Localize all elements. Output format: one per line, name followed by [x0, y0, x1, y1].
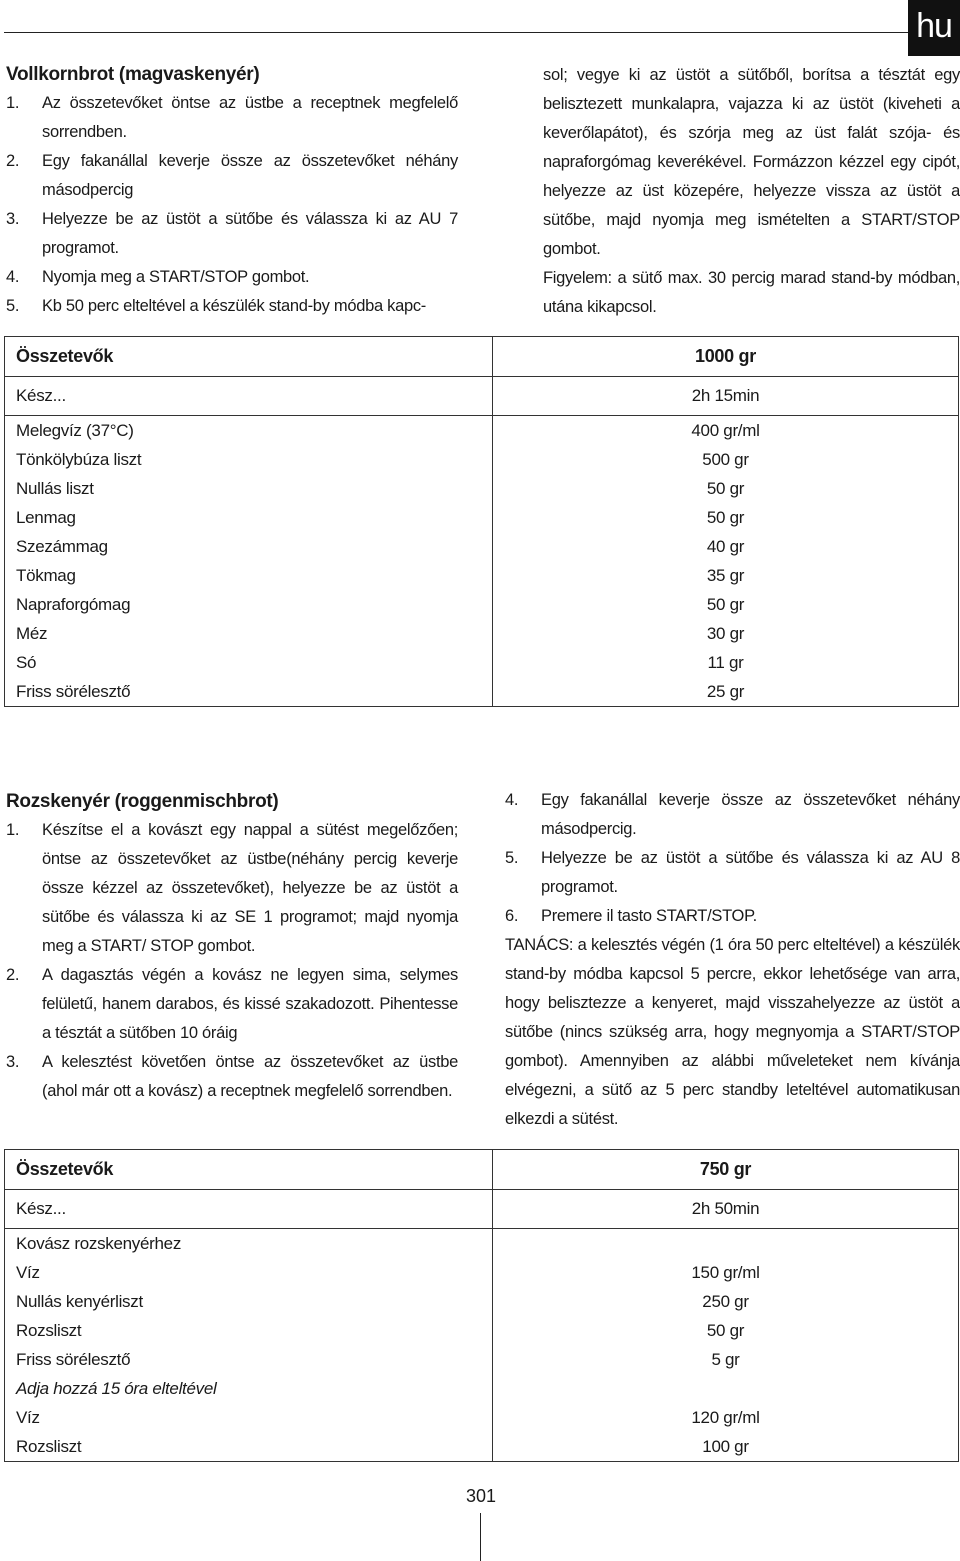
- recipe2-title: Rozskenyér (roggenmischbrot): [6, 791, 279, 812]
- recipe1-title: Vollkornbrot (magvaskenyér): [6, 64, 260, 85]
- table-ingredient-list: [5, 1229, 959, 1462]
- recipe1-step: 4. Nyomja meg a START/STOP gombot.: [6, 268, 310, 286]
- ingredient-name: Kovász rozskenyérhez: [16, 1234, 182, 1253]
- ingredient-name: Só: [16, 653, 37, 672]
- ingredient-name: Nullás kenyérliszt: [16, 1292, 143, 1311]
- ingredient-name: Melegvíz (37°C): [16, 421, 134, 440]
- recipe2-step: 3. A kelesztést követően öntse az összetevőket az üstbe (ahol már ott a kovász) a receptnek megfelelő sorrendben.: [6, 1053, 458, 1100]
- ingredient-qty: 500 gr: [702, 450, 749, 469]
- ready-label: Kész...: [5, 1190, 493, 1229]
- ingredient-qty: 50 gr: [706, 595, 745, 614]
- recipe1-continuation: sol; vegye ki az üstöt a sütőből, borítsa a tésztát egy belisztezett munkalapra, vajazza ki az üstöt (kiveheti a keverőlapátot), és szórja meg az üst falát szója- és napraforgómag keverékével. Formázzon kézzel egy cipót, helyezze az üst közepére, helyezze vissza az üstöt a sütőbe, majd nyomja meg ismételten a START/STOP gombot.: [543, 66, 960, 258]
- ingredients-header: Összetevők: [5, 337, 493, 377]
- ingredient-qty: 250 gr: [702, 1292, 749, 1311]
- ingredient-name: Friss sörélesztő: [16, 1350, 131, 1369]
- recipe2-step: 4. Egy fakanállal keverje össze az összetevőket néhány másodpercig.: [505, 791, 960, 838]
- recipe1-right-column: [543, 61, 960, 322]
- ingredient-qty: 150 gr/ml: [691, 1263, 760, 1282]
- ingredient-qty: 50 gr: [706, 479, 745, 498]
- ingredient-qty: [493, 1374, 958, 1403]
- recipe1-ingredients-table: [4, 336, 959, 707]
- ingredient-name: Víz: [16, 1408, 40, 1427]
- ready-label: Kész...: [5, 377, 493, 416]
- ingredient-qty: 40 gr: [706, 537, 745, 556]
- ingredient-name: Friss sörélesztő: [16, 682, 131, 701]
- recipe2-right-column: [505, 786, 960, 1134]
- recipe1-step: 3. Helyezze be az üstöt a sütőbe és válassza ki az AU 7 programot.: [6, 210, 458, 257]
- ingredient-name: Méz: [16, 624, 48, 643]
- top-rule: [4, 32, 960, 33]
- page-number: 301: [466, 1486, 497, 1506]
- ingredient-quantities: [493, 416, 959, 707]
- ready-time: 2h 15min: [493, 377, 959, 416]
- language-badge: hu: [908, 0, 960, 56]
- ingredient-qty: 35 gr: [706, 566, 745, 585]
- recipe2-ingredients-table: [4, 1149, 959, 1462]
- recipe2-step: 1. Készítse el a kovászt egy nappal a sütést megelőzően; öntse az összetevőket az üstbe(néhány percig keverje össze kézzel az összetevőket), helyezze be az üstöt a sütőbe és válassza ki az SE 1 programot; majd nyomja meg a START/ STOP gombot.: [6, 821, 458, 955]
- ingredient-qty: 50 gr: [706, 1321, 745, 1340]
- table-time-row: [5, 1190, 959, 1229]
- ready-time: 2h 50min: [493, 1190, 959, 1229]
- ingredient-name: Lenmag: [16, 508, 76, 527]
- table-header-row: [5, 1150, 959, 1190]
- ingredient-name: Rozsliszt: [16, 1321, 82, 1340]
- page-divider-line: [480, 1513, 481, 1561]
- recipe1-steps: [6, 89, 458, 321]
- ingredient-names: [5, 416, 493, 707]
- ingredient-name: Tökmag: [16, 566, 76, 585]
- ingredient-name: Rozsliszt: [16, 1437, 82, 1456]
- recipe1-step: 1. Az összetevőket öntse az üstbe a receptnek megfelelő sorrendben.: [6, 94, 458, 141]
- ingredient-qty: 120 gr/ml: [691, 1408, 760, 1427]
- ingredients-header: Összetevők: [5, 1150, 493, 1190]
- recipe1-step: 2. Egy fakanállal keverje össze az összetevőket néhány másodpercig: [6, 152, 458, 199]
- ingredient-name: Nullás liszt: [16, 479, 94, 498]
- ingredient-name: Víz: [16, 1263, 40, 1282]
- recipe2-steps-right: [505, 786, 960, 931]
- weight-header: 1000 gr: [493, 337, 959, 377]
- table-header-row: [5, 337, 959, 377]
- weight-header: 750 gr: [493, 1150, 959, 1190]
- ingredient-qty: 25 gr: [706, 682, 745, 701]
- ingredient-qty: 100 gr: [702, 1437, 749, 1456]
- ingredient-names: [5, 1229, 493, 1462]
- ingredient-qty: 50 gr: [706, 508, 745, 527]
- recipe2-left-column: [6, 787, 458, 1106]
- recipe2-step: 5. Helyezze be az üstöt a sütőbe és válassza ki az AU 8 programot.: [505, 849, 960, 896]
- recipe1-step: 5. Kb 50 perc elteltével a készülék stand-by módba kapc-: [6, 297, 426, 315]
- recipe2-step: 2. A dagasztás végén a kovász ne legyen sima, selymes felületű, hanem darabos, és kissé szakadozott. Pihentesse a tésztát a sütőben 10 óráig: [6, 966, 458, 1042]
- ingredient-name: Szezámmag: [16, 537, 108, 556]
- table-time-row: [5, 377, 959, 416]
- ingredient-qty: 5 gr: [711, 1350, 740, 1369]
- recipe1-left-column: [6, 60, 458, 321]
- ingredient-qty: 400 gr/ml: [691, 421, 760, 440]
- ingredient-qty: 11 gr: [707, 653, 744, 672]
- ingredient-qty: [493, 1229, 958, 1258]
- recipe2-steps-left: [6, 816, 458, 1106]
- ingredient-name: Napraforgómag: [16, 595, 131, 614]
- ingredient-name-note: Adja hozzá 15 óra elteltével: [16, 1379, 217, 1398]
- ingredient-qty: 30 gr: [706, 624, 745, 643]
- ingredient-quantities: [493, 1229, 959, 1462]
- recipe2-step: 6. Premere il tasto START/STOP.: [505, 907, 757, 925]
- table-ingredient-list: [5, 416, 959, 707]
- ingredient-name: Tönkölybúza liszt: [16, 450, 142, 469]
- recipe2-tip: TANÁCS: a kelesztés végén (1 óra 50 perc elteltével) a készülék stand-by módba kapcsol 5 percre, ekkor lehetősége van arra, hogy belisztezze a kenyeret, majd visszahelyezze az üstöt a sütőbe (nincs szükség arra, hogy megnyomja a START/STOP gombot). Amennyiben az alábbi műveleteket nem kívánja elvégezni, a sütő az 5 perc standby leteltével automatikusan elkezdi a sütést.: [505, 936, 960, 1128]
- recipe1-note: Figyelem: a sütő max. 30 percig marad stand-by módban, utána kikapcsol.: [543, 269, 960, 316]
